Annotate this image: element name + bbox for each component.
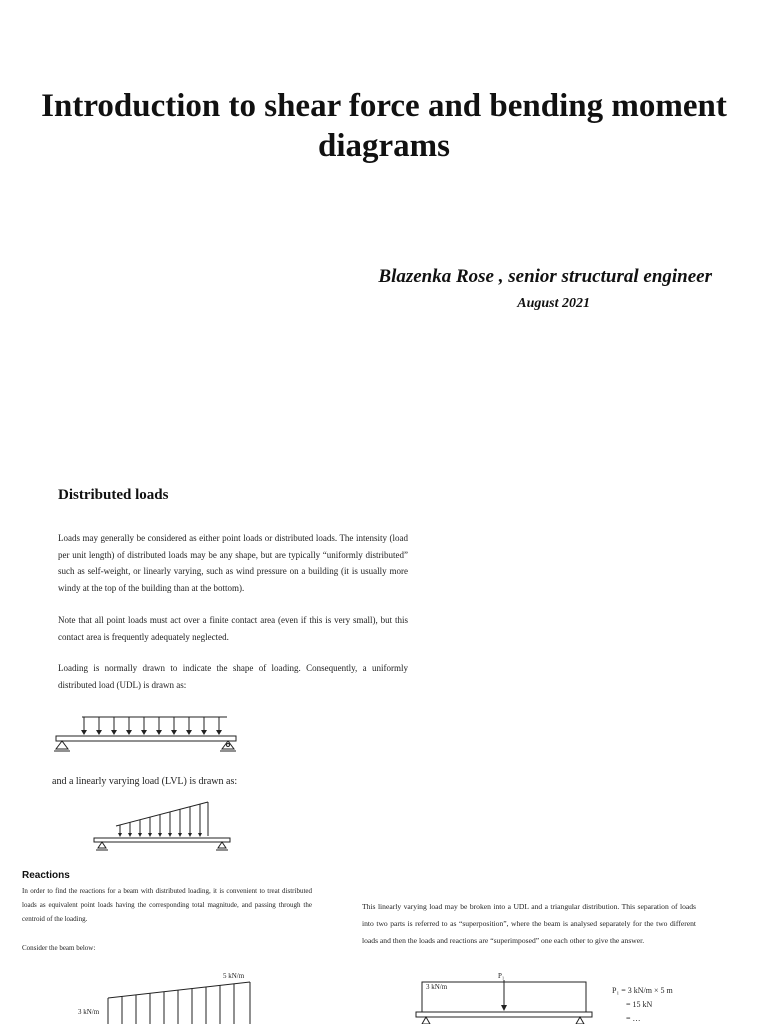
distributed-loads-paragraph-3: Loading is normally drawn to indicate the shape of loading. Consequently, a uniformly distributed load (UDL) is drawn as: bbox=[58, 663, 408, 690]
lvl-arrows bbox=[120, 804, 200, 836]
equation-line-1: P₁ = 3 kN/m × 5 m bbox=[612, 986, 673, 995]
left-intensity-label: 3 kN/m bbox=[78, 1008, 100, 1016]
roller-support-icon bbox=[218, 842, 226, 848]
superposition-beam bbox=[416, 1012, 592, 1017]
distributed-loads-paragraph-2: Note that all point loads must act over a finite contact area (even if this is very small), but this contact area is frequently adequately neglected. bbox=[58, 615, 408, 642]
author-line: Blazenka Rose , senior structural engineer bbox=[378, 266, 712, 287]
page-title: Introduction to shear force and bending moment diagrams bbox=[41, 88, 727, 164]
udl-arrows bbox=[84, 717, 219, 734]
date-line: August 2021 bbox=[517, 296, 590, 311]
roller-support-icon bbox=[576, 1017, 584, 1024]
roller-support-icon bbox=[222, 741, 234, 749]
reactions-beam-diagram bbox=[70, 968, 260, 1024]
udl-beam bbox=[56, 736, 236, 741]
equation-line-3: = … bbox=[626, 1014, 641, 1023]
reactions-top-line bbox=[108, 982, 250, 998]
distributed-loads-paragraph-1: Loads may generally be considered as either point loads or distributed loads. The intensity (load per unit length) of distributed loads may be any shape, but are typically “uniformly distributed” such as self-weight, or linearly varying, such as wind pressure on a building (it is usually more windy at the top of the building than at the bottom). bbox=[58, 533, 408, 593]
point-load-label: P₁ bbox=[498, 972, 505, 980]
reactions-heading: Reactions bbox=[22, 870, 70, 881]
superposition-udl-diagram bbox=[412, 970, 602, 1024]
pin-support-icon bbox=[422, 1017, 430, 1024]
lvl-caption: and a linearly varying load (LVL) is drawn as: bbox=[52, 776, 238, 787]
equation-line-2: = 15 kN bbox=[626, 1000, 653, 1009]
superposition-equations bbox=[612, 984, 732, 1026]
pin-support-icon bbox=[56, 741, 68, 749]
reactions-paragraph-1: In order to find the reactions for a beam with distributed loading, it is convenient to treat distributed loads as equivalent point loads having the corresponding total magnitude, and passing through the centroid of the loading. bbox=[22, 887, 312, 923]
distributed-loads-heading: Distributed loads bbox=[58, 487, 169, 503]
right-intensity-label: 5 kN/m bbox=[223, 972, 245, 980]
reactions-paragraph-2: Consider the beam below: bbox=[22, 944, 96, 952]
lvl-beam bbox=[94, 838, 230, 842]
udl-intensity-label: 3 kN/m bbox=[426, 983, 448, 991]
superposition-paragraph: This linearly varying load may be broken into a UDL and a triangular distribution. This separation of loads into two parts is referred to as “superposition”, where the beam is analysed separately for the two different loads and then the loads and reactions are “superimposed” one each other to give the answer. bbox=[362, 902, 696, 945]
lvl-beam-diagram bbox=[90, 800, 235, 855]
udl-beam-diagram bbox=[52, 712, 242, 762]
pin-support-icon bbox=[98, 842, 106, 848]
